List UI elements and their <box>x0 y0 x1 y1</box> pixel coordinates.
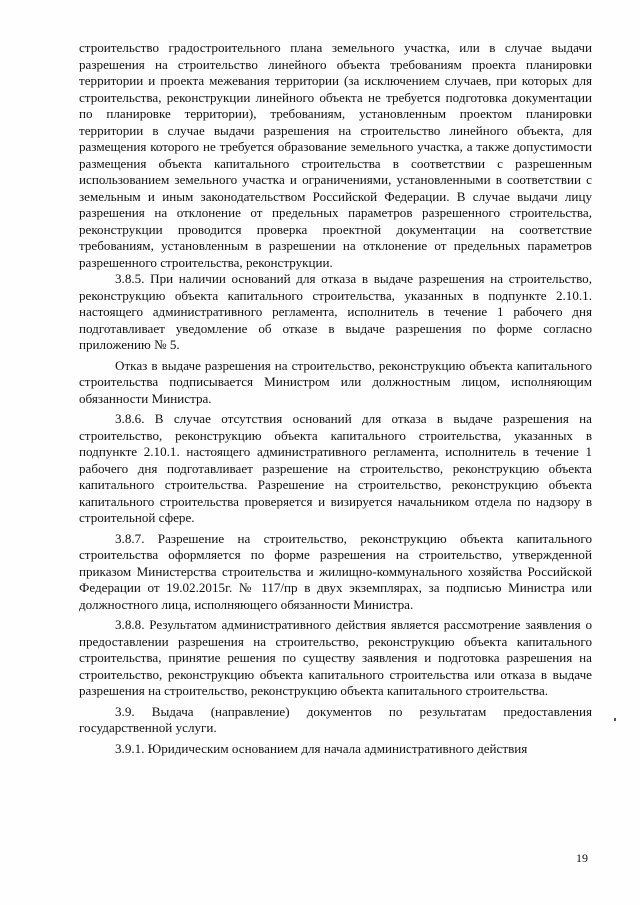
paragraph-3-9-1: 3.9.1. Юридическим основанием для начала административного действия <box>115 740 528 756</box>
paragraph-3-8-7: 3.8.7. Разрешение на строительство, реконструкцию объекта капитального строительства оформляется по форме разрешения на строительство, утвержденной приказом Министерства строительства и жилищно-коммунального хозяйства Российской Федерации от 19.02.2015г. № 117/пр в двух экземплярах, за подписью Министра или должностного лица, исполняющего обязанности Министра. <box>79 530 592 612</box>
paragraph-3-9: 3.9. Выдача (направление) документов по результатам предоставления государственной услуги. <box>79 703 592 735</box>
scan-speck <box>614 718 616 721</box>
paragraph-refusal-signing: Отказ в выдаче разрешения на строительство, реконструкцию объекта капитального строительства подписывается Министром или должностным лицом, исполняющим обязанности Министра. <box>79 357 592 406</box>
page-number: 19 <box>576 851 588 865</box>
document-body <box>79 40 592 757</box>
paragraph-3-8-6: 3.8.6. В случае отсутствия оснований для отказа в выдаче разрешения на строительство, реконструкцию объекта капитального строительства, указанных в подпункте 2.10.1. настоящего административного регламента, исполнитель в течение 1 рабочего дня подготавливает разрешение на строительство, реконструкцию объекта капитального строительства. Разрешение на строительство, реконструкцию объекта капитального строительства проверяется и визируется начальником отдела по надзору в строительной сфере. <box>79 411 592 525</box>
paragraph-3-8-8: 3.8.8. Результатом административного действия является рассмотрение заявления о предоставлении разрешения на строительство, реконструкцию объекта капитального строительства, принятие решения по существу заявления и подготовка разрешения на строительство, реконструкцию объекта капитального строительства или отказа в выдаче разрешения на строительство, реконструкцию объекта капитального строительства. <box>79 617 592 698</box>
paragraph-3-8-5: 3.8.5. При наличии оснований для отказа в выдаче разрешения на строительство, реконструкцию объекта капитального строительства, указанных в подпункте 2.10.1. настоящего административного регламента, исполнитель в течение 1 рабочего дня подготавливает уведомление об отказе в выдаче разрешения по форме согласно приложению № 5. <box>79 271 592 352</box>
paragraph-continuation: строительство градостроительного плана земельного участка, или в случае выдачи разрешения на строительство линейного объекта требованиям проекта планировки территории и проекта межевания территории (за исключением случаев, при которых для строительства, реконструкции линейного объекта не требуется подготовка документации по планировке территории), требованиям, установленным проектом планировки территории в случае выдачи разрешения на строительство линейного объекта, для размещения которого не требуется образование земельного участка, а также допустимости размещения объекта капитального строительства в соответствии с разрешенным использованием земельного участка и ограничениями, установленными в соответствии с земельным и иным законодательством Российской Федерации. В случае выдачи лицу разрешения на отклонение от предельных параметров разрешенного строительства, реконструкции проводится проверка проектной документации на соответствие требованиям, установленным в разрешении на отклонение от предельных параметров разрешенного строительства, реконструкции. <box>79 40 592 270</box>
